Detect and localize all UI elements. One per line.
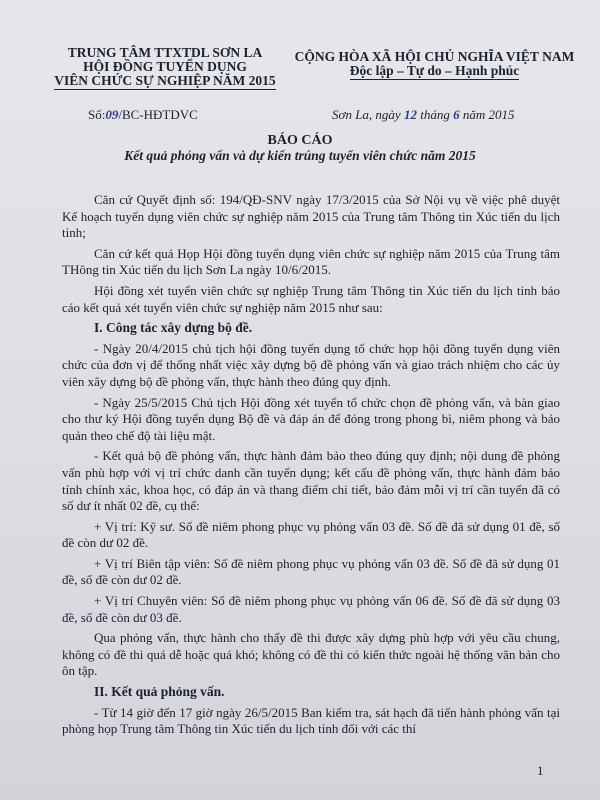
section-2-heading: II. Kết quả phỏng vấn. xyxy=(94,684,225,700)
intro-paragraph-1: Căn cứ Quyết định số: 194/QĐ-SNV ngày 17/3/2015 của Sở Nội vụ về việc phê duyệt Kế hoạch tuyển dụng viên chức sự nghiệp năm 2015 của Trung tâm Thông tin Xúc tiến du lịch tỉnh; xyxy=(62,192,560,241)
issuing-organization xyxy=(50,46,280,90)
intro-paragraph-2: Căn cứ kết quả Họp Hội đồng tuyển dụng viên chức sự nghiệp năm 2015 của Trung tâm THông tin Xúc tiến du lịch Sơn La ngày 10/6/2015. xyxy=(62,245,560,278)
document-title: BÁO CÁO xyxy=(267,133,333,148)
section-1-paragraph: - Ngày 20/4/2015 chủ tịch hội đồng tuyển dụng tổ chức họp hội đồng tuyển dụng viên chức của đơn vị để thống nhất việc xây dựng bộ đề phỏng vấn và giao trách nhiệm cho các ủy viên xây dựng bộ đề phỏng vấn, thực hành theo đúng quy định. xyxy=(62,340,560,389)
date-day: 12 xyxy=(403,107,417,122)
date-month-label: tháng xyxy=(416,107,454,122)
section-1-paragraph: - Ngày 25/5/2015 Chủ tịch Hội đồng xét tuyển tổ chức chọn đề phỏng vấn, và bàn giao cho thư ký Hội đồng tuyển dụng Bộ đề và đáp án để đóng trong phong bì, niêm phong và bảo quản theo chế độ tài liệu mật. xyxy=(62,394,560,443)
org-line-1: TRUNG TÂM TTXTDL SƠN LA xyxy=(67,45,263,60)
national-header xyxy=(282,50,587,80)
doc-number-prefix: Số: xyxy=(88,107,106,122)
section-1-item-editor: + Vị trí Biên tập viên: Số đề niêm phong phục vụ phỏng vấn 03 đề. Số đề đã sử dụng 01 đề, số đề còn dư 02 đề. xyxy=(62,555,560,588)
section-2-paragraph: - Từ 14 giờ đến 17 giờ ngày 26/5/2015 Ban kiểm tra, sát hạch đã tiến hành phỏng vấn tại phòng họp Trung tâm Thông tin Xúc tiến du lịch tỉnh đối với các thí xyxy=(62,704,560,737)
document-body xyxy=(62,192,560,742)
date-year: năm 2015 xyxy=(459,107,515,122)
place-date-line xyxy=(332,107,514,123)
intro-paragraph-3: Hội đồng xét tuyển viên chức sự nghiệp Trung tâm Thông tin Xúc tiến du lịch tỉnh báo cáo kết quả xét tuyển viên chức sự nghiệp năm 2015 như sau: xyxy=(62,282,560,315)
section-1-heading: I. Công tác xây dựng bộ đề. xyxy=(94,320,253,336)
date-month: 6 xyxy=(453,107,460,122)
document-subtitle: Kết quả phỏng vấn và dự kiến trúng tuyển viên chức năm 2015 xyxy=(124,148,476,163)
section-1-paragraph: - Kết quả bộ đề phỏng vấn, thực hành đảm bảo theo đúng quy định; nội dung đề phỏng vấn phù hợp với vị trí chức danh cần tuyển dụng; kết cấu đề phỏng vấn, thực hành đảm bảo tính chính xác, khoa học, có đáp án và thang điểm chi tiết, bảo đảm mỗi vị trí cần tuyển đã có số dư ít nhất 02 đề, cụ thể: xyxy=(62,448,560,514)
org-line-2: HỘI ĐỒNG TUYỂN DỤNG xyxy=(83,59,247,74)
doc-number-handwritten: 09 xyxy=(105,107,119,122)
page-number: 1 xyxy=(537,763,544,778)
national-motto: Độc lập – Tự do – Hạnh phúc xyxy=(349,63,520,78)
org-line-3: VIÊN CHỨC SỰ NGHIỆP NĂM 2015 xyxy=(54,73,276,88)
doc-number-suffix: /BC-HĐTDVC xyxy=(118,107,198,122)
date-place: Sơn La, ngày xyxy=(332,107,404,122)
document-number xyxy=(88,107,198,123)
section-1-item-specialist: + Vị trí Chuyên viên: Số đề niêm phong phục vụ phỏng vấn 06 đề. Số đề đã sử dụng 03 đề, số đề còn dư 03 đề. xyxy=(62,593,560,625)
section-1-item-engineer: + Vị trí: Kỹ sư. Số đề niêm phong phục vụ phỏng vấn 03 đề. Số đề đã sử dụng 01 đề, số đề còn dư 02 đề. xyxy=(62,518,560,551)
nation-name: CỘNG HÒA XÃ HỘI CHỦ NGHĨA VIỆT NAM xyxy=(294,49,575,64)
section-1-paragraph: Qua phỏng vấn, thực hành cho thấy đề thi được xây dựng phù hợp với yêu cầu chung, không có đề thi quá dễ hoặc quá khó; không có đề thi có kiến thức ngoài hệ thống văn bản cho ôn tập. xyxy=(62,630,560,679)
